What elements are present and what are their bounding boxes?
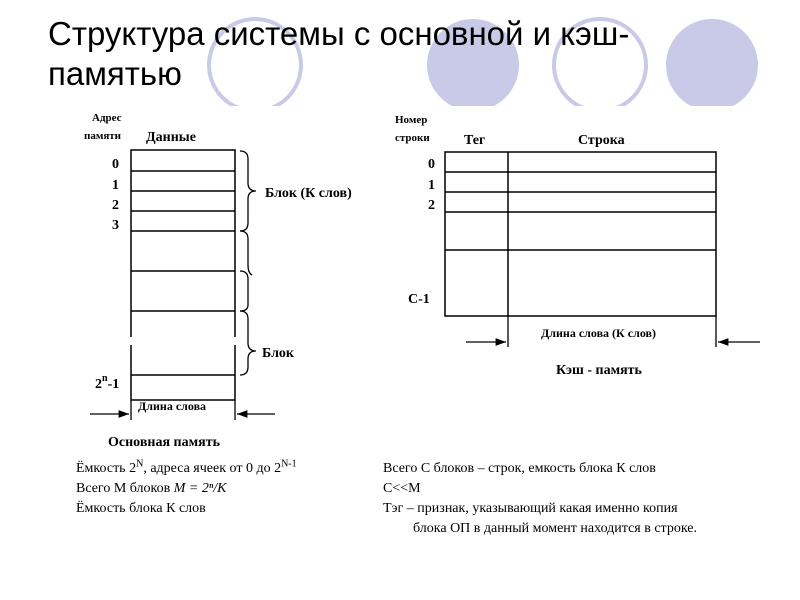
brace-1 — [240, 151, 256, 231]
cache-row-1: 1 — [428, 178, 435, 193]
row-header-line1: Номер — [395, 114, 428, 126]
cache-row-2: 2 — [428, 198, 435, 213]
note-right-line2: C<<M — [383, 481, 421, 496]
svg-text:2n-1 — [95, 373, 119, 392]
note-left-line3: Ёмкость блока К слов — [76, 501, 206, 516]
notes-left — [76, 459, 376, 519]
cache-row-last: C-1 — [408, 292, 430, 307]
page-title: Структура системы с основной и кэш- памятью — [48, 15, 630, 92]
address-3: 3 — [112, 218, 119, 233]
address-header-line1: Адрес — [92, 112, 122, 124]
note-left-line1: Ёмкость $2^N$, адреса ячеек от 0 до $2^{N-1}$ — [76, 458, 297, 476]
tag-header: Тег — [464, 133, 486, 148]
brace-2-top — [240, 271, 248, 311]
note-right-line4: блока ОП в данный момент находится в строке. — [413, 521, 697, 536]
last-address — [95, 373, 119, 392]
brace-label-block: Блок — [262, 346, 294, 361]
address-2: 2 — [112, 198, 119, 213]
brace-mid — [240, 231, 252, 275]
address-1: 1 — [112, 178, 119, 193]
note-right-line3: Тэг – признак, указывающий какая именно копия — [383, 501, 678, 516]
data-header: Данные — [146, 130, 196, 145]
cache-row-0: 0 — [428, 157, 435, 172]
cache-memory-caption: Кэш - память — [556, 363, 642, 378]
brace-2 — [240, 311, 256, 375]
address-0: 0 — [112, 157, 119, 172]
main-memory-caption: Основная память — [108, 435, 220, 450]
cache-box — [445, 152, 716, 316]
address-header-line2: памяти — [84, 130, 122, 142]
brace-label-block-k: Блок (К слов) — [265, 186, 352, 201]
main-width-label: Длина слова — [138, 399, 207, 413]
row-header-line2: строки — [395, 132, 430, 144]
note-left-line2: Всего М блоков M = 2ⁿ/K — [76, 481, 227, 496]
main-memory-diagram — [84, 112, 352, 450]
notes-right — [383, 459, 788, 539]
cache-memory-diagram — [395, 114, 760, 378]
last-address-base: 2 — [95, 377, 102, 392]
note-right-line1: Всего С блоков – строк, емкость блока К слов — [383, 461, 656, 476]
last-address-exp: n — [102, 373, 108, 384]
main-memory-box — [131, 150, 235, 400]
line-header: Строка — [578, 133, 625, 148]
cache-width-label: Длина слова (К слов) — [541, 326, 656, 340]
last-address-suffix: -1 — [107, 377, 120, 392]
